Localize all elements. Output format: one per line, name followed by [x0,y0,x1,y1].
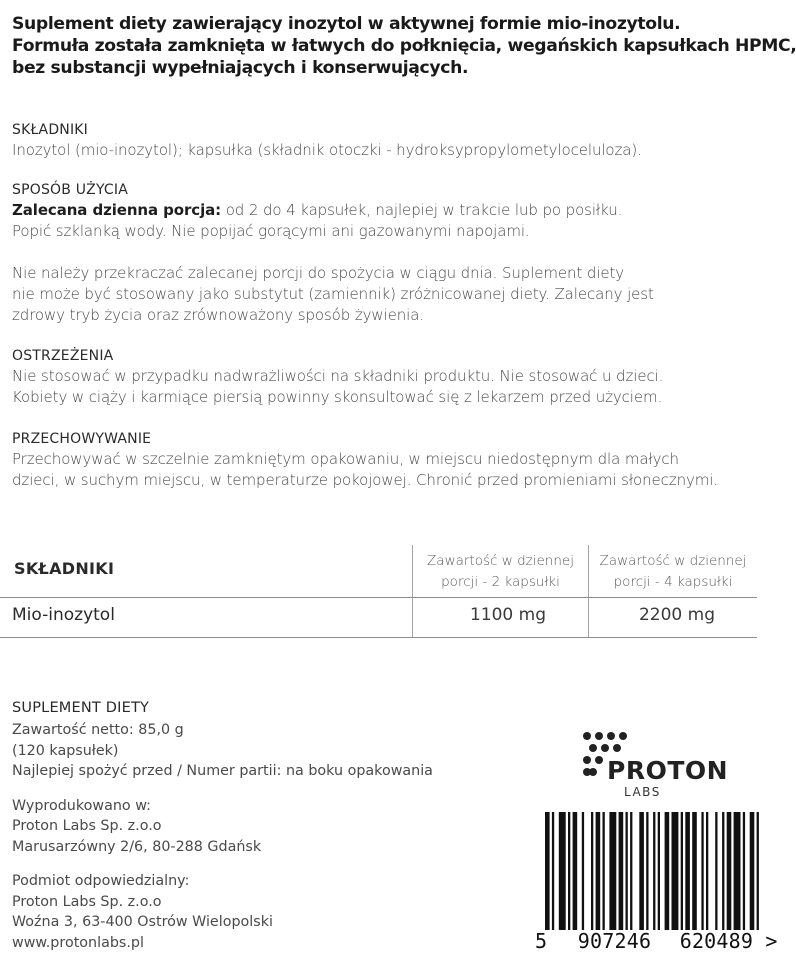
table-header-4-line-2: porcji - 4 kapsułki [613,574,733,590]
usage-line-1-rest: od 2 do 4 kapsułek, najlepiej w trakcie lub po posiłku. [221,201,623,219]
ingredients-section [12,120,762,161]
barcode-group-1: 907246 [577,929,652,953]
logo-subtitle: LABS [624,785,661,799]
responsible-address: Woźna 3, 63-400 Ostrów Wielopolski [12,914,273,930]
proton-labs-logo [580,729,750,804]
usage-lead: Zalecana dzienna porcja: [12,201,222,219]
intro-line-2: Formuła została zamknięta w łatwych do połknięcia, wegańskich kapsułkach HPMC, [12,36,796,56]
intro-line-1: Suplement diety zawierający inozytol w aktywnej formie mio-inozytolu. [12,14,681,34]
ingredients-heading: SKŁADNIKI [12,122,89,138]
usage-para2-line-2: nie może być stosowany jako substytut (zamiennik) zróżnicowanej diety. Zalecany jest [12,285,654,303]
barcode-marker: > [765,929,778,953]
barcode-group-2: 620489 [679,929,754,953]
table-header-4-capsules [589,551,757,593]
footer-info [12,698,532,953]
usage-line-1 [12,200,762,221]
table-header-ingredients: SKŁADNIKI [14,559,115,578]
table-header-2-capsules [413,551,588,593]
usage-line-2: Popić szklanką wody. Nie popijać gorącymi ani gazowanymi napojami. [12,222,530,240]
usage-para2-line-1: Nie należy przekraczać zalecanej porcji do spożycia w ciągu dnia. Suplement diety [12,264,625,282]
responsible-label: Podmiot odpowiedzialny: [12,873,190,889]
logo-wordmark: PROTON [607,756,729,785]
table-rule [0,597,757,598]
table-header-4-line-1: Zawartość w dziennej [599,553,747,569]
warnings-section [12,346,762,408]
barcode-first-digit: 5 [535,929,548,953]
table-header-2-line-1: Zawartość w dziennej [427,553,574,569]
table-row-value-2: 1100 mg [469,605,547,625]
usage-heading: SPOSÓB UŻYCIA [12,182,129,198]
barcode-number [535,929,778,953]
barcode-bars-icon [535,812,765,930]
responsible-name: Proton Labs Sp. z.o.o [12,893,162,910]
storage-heading: PRZECHOWYWANIE [12,431,152,447]
warnings-line-2: Kobiety w ciąży i karmiące piersią powinny skonsultować się z lekarzem przed użyciem. [12,388,663,406]
storage-line-1: Przechowywać w szczelnie zamkniętym opakowaniu, w miejscu niedostępnym dla małych [12,450,679,468]
table-rule [0,637,757,638]
net-content: Zawartość netto: 85,0 g [12,722,184,738]
usage-section [12,180,762,326]
table-header-2-line-2: porcji - 2 kapsułki [441,574,560,590]
storage-section [12,429,762,491]
storage-line-2: dzieci, w suchym miejscu, w temperaturze pokojowej. Chronić przed promieniami słonecznymi. [12,471,719,489]
warnings-line-1: Nie stosować w przypadku nadwrażliwości na składniki produktu. Nie stosować u dzieci. [12,367,664,385]
best-before: Najlepiej spożyć przed / Numer partii: na boku opakowania [12,763,433,779]
usage-para2-line-3: zdrowy tryb życia oraz zrównoważony sposób żywienia. [12,306,424,324]
website-link[interactable]: www.protonlabs.pl [12,934,144,951]
footer-heading: SUPLEMENT DIETY [12,700,150,716]
intro-paragraph [12,13,796,79]
nutrition-table [0,545,757,638]
table-row-value-4: 2200 mg [638,605,716,625]
warnings-heading: OSTRZEŻENIA [12,348,114,364]
ingredients-text: Inozytol (mio-inozytol); kapsułka (składnik otoczki - hydroksypropylometyloceluloza). [12,141,642,159]
table-row-name: Mio-inozytol [12,605,115,625]
maker-name: Proton Labs Sp. z.o.o [12,818,162,834]
intro-line-3: bez substancji wypełniających i konserwujących. [12,58,469,78]
made-in-label: Wyprodukowano w: [12,797,151,814]
ean-barcode [535,812,778,967]
maker-address: Marusarzówny 2/6, 80-288 Gdańsk [12,838,262,855]
capsule-count: (120 kapsułek) [12,742,119,759]
